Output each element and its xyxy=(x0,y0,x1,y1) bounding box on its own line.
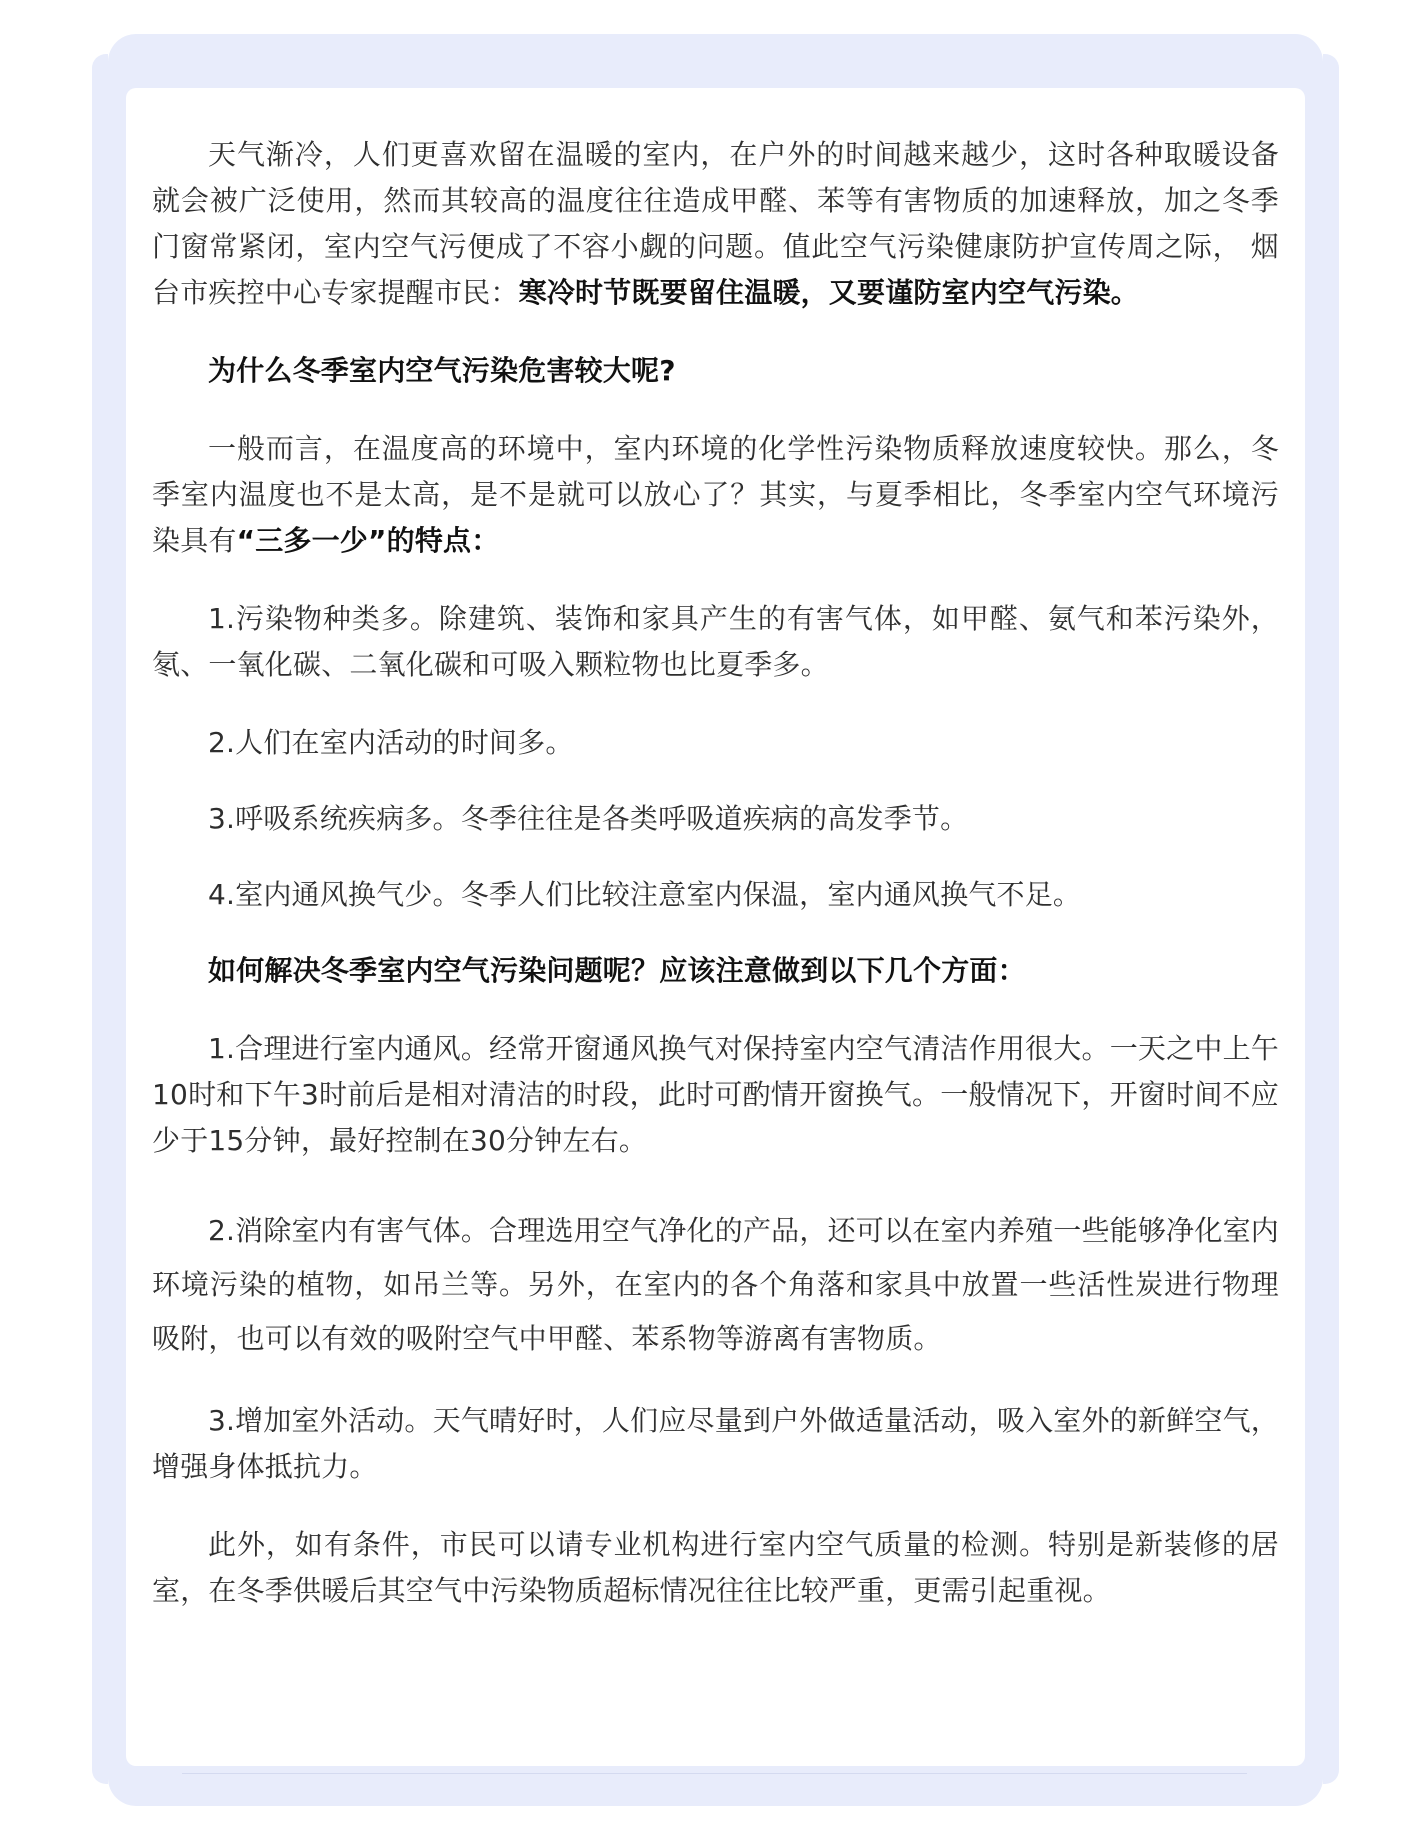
point-1: 1.污染物种类多。除建筑、装饰和家具产生的有害气体，如甲醛、氨气和苯污染外，氡、一氧化碳、二氧化碳和可吸入颗粒物也比夏季多。 xyxy=(152,602,1279,681)
section-heading-how: 如何解决冬季室内空气污染问题呢？应该注意做到以下几个方面： xyxy=(208,954,1026,987)
features-text: 一般而言，在温度高的环境中，室内环境的化学性污染物质释放速度较快。那么，冬季室内温度也不是太高，是不是就可以放心了？其实，与夏季相比，冬季室内空气环境污染具有 xyxy=(152,432,1279,557)
solution-3: 3.增加室外活动。天气晴好时，人们应尽量到户外做适量活动，吸入室外的新鲜空气，增强身体抵抗力。 xyxy=(152,1404,1279,1483)
closing-paragraph: 此外，如有条件，市民可以请专业机构进行室内空气质量的检测。特别是新装修的居室，在冬季供暖后其空气中污染物质超标情况往往比较严重，更需引起重视。 xyxy=(152,1528,1279,1607)
intro-highlight: 寒冷时节既要留住温暖，又要谨防室内空气污染。 xyxy=(518,276,1140,309)
article-card xyxy=(126,88,1305,1766)
bottom-divider xyxy=(182,1773,1247,1774)
features-highlight: “三多一少”的特点： xyxy=(236,524,500,557)
intro-paragraph xyxy=(152,132,1279,316)
section-heading-why: 为什么冬季室内空气污染危害较大呢? xyxy=(208,354,676,387)
article-body xyxy=(152,132,1279,1614)
frame-left-edge xyxy=(92,54,108,1784)
solution-1: 1.合理进行室内通风。经常开窗通风换气对保持室内空气清洁作用很大。一天之中上午10时和下午3时前后是相对清洁的时段，此时可酌情开窗换气。一般情况下，开窗时间不应少于15分钟，最好控制在30分钟左右。 xyxy=(152,1032,1279,1157)
point-2: 2.人们在室内活动的时间多。 xyxy=(208,726,574,759)
solution-2: 2.消除室内有害气体。合理选用空气净化的产品，还可以在室内养殖一些能够净化室内环境污染的植物，如吊兰等。另外，在室内的各个角落和家具中放置一些活性炭进行物理吸附，也可以有效的吸附空气中甲醛、苯系物等游离有害物质。 xyxy=(152,1214,1279,1355)
point-3: 3.呼吸系统疾病多。冬季往往是各类呼吸道疾病的高发季节。 xyxy=(208,802,969,835)
frame-right-edge xyxy=(1323,54,1339,1784)
features-paragraph xyxy=(152,426,1279,564)
point-4: 4.室内通风换气少。冬季人们比较注意室内保温，室内通风换气不足。 xyxy=(208,878,1082,911)
intro-text: 天气渐冷，人们更喜欢留在温暖的室内，在户外的时间越来越少，这时各种取暖设备就会被广泛使用，然而其较高的温度往往造成甲醛、苯等有害物质的加速释放，加之冬季门窗常紧闭，室内空气污便成了不容小觑的问题。值此空气污染健康防护宣传周之际， 烟台市疾控中心专家提醒市民： xyxy=(152,138,1279,309)
